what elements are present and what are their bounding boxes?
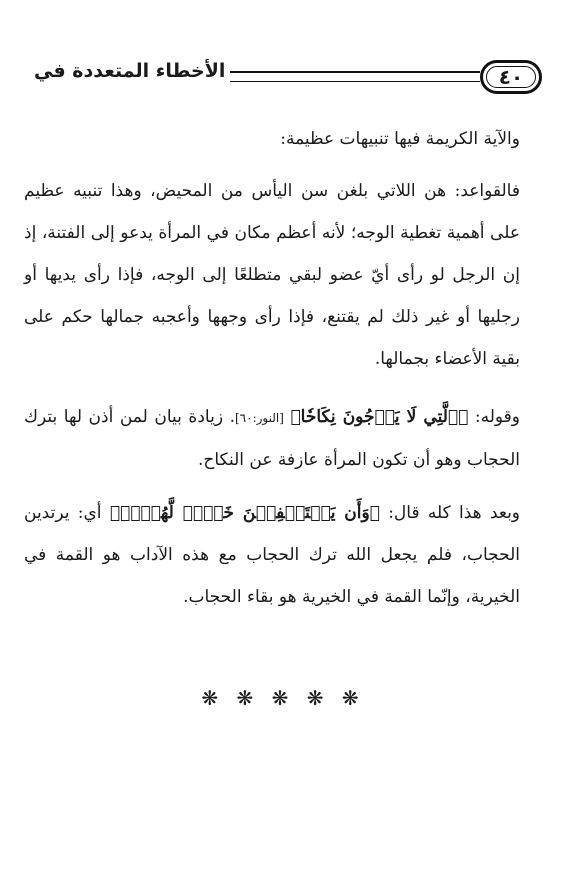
quote1-verse: ﴿ٱلَّتِي لَا يَرۡجُونَ نِكَاحٗا﴾	[290, 407, 469, 427]
quote2-rest: أي: يرتدين الحجاب، فلم يجعل الله ترك الحجاب مع هذه الآداب هو القمة في الخيرية، وإنّما القمة في الخيرية هو بقاء الحجاب.	[24, 503, 520, 607]
quote1-paragraph	[24, 396, 542, 481]
quote1-text	[24, 396, 542, 481]
quote1-lead: وقوله:	[474, 407, 520, 427]
quote2-lead: وبعد هذا كله قال:	[388, 503, 521, 523]
quote2-paragraph	[24, 492, 542, 618]
page-number-badge	[480, 60, 542, 94]
quote1-rest: . زيادة بيان لمن أذن لها بترك الحجاب وهو أن تكون المرأة عازفة عن النكاح.	[24, 407, 520, 470]
page-number: ٤٠	[498, 65, 524, 89]
rules-paragraph	[24, 170, 542, 380]
intro-text: والآية الكريمة فيها تنبيهات عظيمة:	[280, 129, 520, 149]
header-rule	[230, 71, 480, 82]
quote1-reference: [النور:٦٠]	[234, 411, 284, 425]
quote2-text	[24, 492, 542, 618]
section-divider-stars: ❋ ❋ ❋ ❋ ❋	[201, 686, 365, 710]
page-header	[34, 58, 546, 98]
running-title: الأخطاء المتعددة في	[34, 60, 226, 82]
intro-paragraph	[24, 118, 542, 160]
rules-text: فالقواعد: هن اللاتي بلغن سن اليأس من المحيض، وهذا تنبيه عظيم على أهمية تغطية الوجه؛ لأنه أعظم مكان في المرأة يدعو إلى الفتنة، إذ إن الرجل لو رأى أيّ عضو لبقي متطلعًا إلى الوجه، فإذا رأى يديها أو رجليها أو غير ذلك لم يقتنع، فإذا رأى وجهها وأعجبه جمالها حكم على بقية الأعضاء بجمالها.	[24, 181, 520, 369]
quote2-verse: ﴿وَأَن يَسۡتَعۡفِفۡنَ خَيۡرٞ لَّهُنَّۗ﴾	[109, 503, 380, 523]
